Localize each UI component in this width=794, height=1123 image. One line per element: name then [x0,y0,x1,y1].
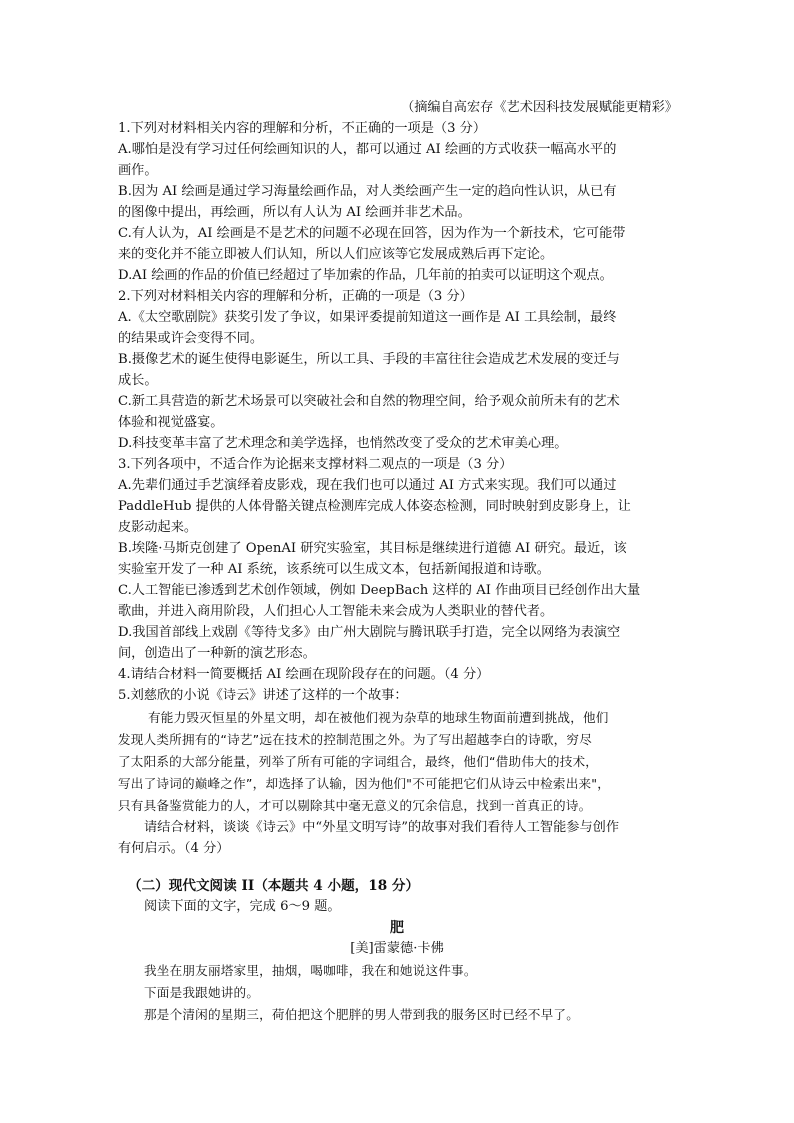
question-4-stem: 4.请结合材料一简要概括 AI 绘画在现阶段存在的问题。（4 分） [118,667,490,682]
q5-ask: 请结合材料，谈谈《诗云》中“外星文明写诗”的故事对我们看待人工智能参与创作 [144,820,620,835]
story-line-3: 了太阳系的大部分能量，列举了所有可能的字词组合，最终，他们“借助伟大的技术， [118,754,599,769]
question-2-stem: 2.下列对材料相关内容的理解和分析，正确的一项是（3 分） [118,289,473,304]
story-line-1: 有能力毁灭恒星的外星文明，却在被他们视为杂草的地球生物面前遭到挑战，他们 [148,710,609,725]
source-citation: （摘编自高宏存《艺术因科技发展赋能更精彩》 [401,100,678,115]
q1-option-c: C.有人认为，AI 绘画是不是艺术的问题不必现在回答，因为作为一个新技术，它可能带 [118,226,626,241]
story-author: [美]雷蒙德·卡佛 [350,941,444,956]
q2-option-d: D.科技变革丰富了艺术理念和美学选择，也悄然改变了受众的艺术审美心理。 [118,436,568,451]
q5-ask-cont: 有何启示。（4 分） [118,841,230,856]
question-5-stem: 5.刘慈欣的小说《诗云》讲述了这样的一个故事： [118,688,408,703]
section-intro: 阅读下面的文字，完成 6～9 题。 [144,899,341,914]
story-title: 肥 [390,920,404,936]
q2-option-c-cont: 体验和视觉盛宴。 [118,415,224,430]
q2-option-a: A.《太空歌剧院》获奖引发了争议，如果评委提前知道这一画作是 AI 工具绘制，最终 [118,310,617,325]
q3-option-c: C.人工智能已渗透到艺术创作领域，例如 DeepBach 这样的 AI 作曲项目已经创作出大量 [118,583,641,598]
q2-option-a-cont: 的结果或许会变得不同。 [118,331,264,346]
story-line-4: 写出了诗词的巅峰之作”，却选择了认输，因为他们"不可能把它们从诗云中检索出来"， [118,776,611,791]
q2-option-c: C.新工具营造的新艺术场景可以突破社会和自然的物理空间，给予观众前所未有的艺术 [118,394,620,409]
story-line-2: 发现人类所拥有的“诗艺”远在技术的控制范围之外。为了写出超越李白的诗歌，穷尽 [118,732,593,747]
story-line-5: 只有具备鉴赏能力的人，才可以剔除其中毫无意义的冗余信息，找到一首真正的诗。 [118,798,592,813]
q1-option-a: A.哪怕是没有学习过任何绘画知识的人，都可以通过 AI 绘画的方式收获一幅高水平的 [118,142,617,157]
question-3-stem: 3.下列各项中，不适合作为论据来支撑材料二观点的一项是（3 分） [118,457,513,472]
q2-option-b-cont: 成长。 [118,373,158,388]
q1-option-b: B.因为 AI 绘画是通过学习海量绘画作品，对人类绘画产生一定的趋向性认识，从已有 [118,184,617,199]
q3-option-c-cont: 歌曲，并进入商用阶段，人们担心人工智能未来会成为人类职业的替代者。 [118,604,554,619]
q3-option-a-cont: PaddleHub 提供的人体骨骼关键点检测库完成人体姿态检测，同时映射到皮影身上，让 [118,499,631,514]
q3-option-b-cont: 实验室开发了一种 AI 系统，该系统可以生成文本，包括新闻报道和诗歌。 [118,562,550,577]
q3-option-d: D.我国首部线上戏剧《等待戈多》由广州大剧院与腾讯联手打造，完全以网络为表演空 [118,625,621,640]
q1-option-d: D.AI 绘画的作品的价值已经超过了毕加索的作品，几年前的拍卖可以证明这个观点。 [118,268,613,283]
question-1-stem: 1.下列对材料相关内容的理解和分析，不正确的一项是（3 分） [118,121,487,136]
q1-option-c-cont: 来的变化并不能立即被人们认知，所以人们应该等它发展成熟后再下定论。 [118,247,554,262]
story-paragraph-2: 下面是我跟她讲的。 [144,985,260,1000]
section-heading: （二）现代文阅读 II（本题共 4 小题，18 分） [128,878,420,894]
q1-option-b-cont: 的图像中提出，再绘画，所以有人认为 AI 绘画并非艺术品。 [118,205,471,220]
story-paragraph-3: 那是个清闲的星期三，荷伯把这个肥胖的男人带到我的服务区时已经不早了。 [144,1007,579,1022]
story-paragraph-1: 我坐在朋友丽塔家里，抽烟，喝咖啡，我在和她说这件事。 [144,963,477,978]
q3-option-a: A.先辈们通过手艺演绎着皮影戏，现在我们也可以通过 AI 方式来实现。我们可以通过 [118,478,617,493]
q2-option-b: B.摄像艺术的诞生使得电影诞生，所以工具、手段的丰富往往会造成艺术发展的变迁与 [118,352,620,367]
q3-option-b: B.埃隆·马斯克创建了 OpenAI 研究实验室，其目标是继续进行道德 AI 研究。最近，该 [118,541,627,556]
q1-option-a-cont: 画作。 [118,163,158,178]
q3-option-a-cont-2: 皮影动起来。 [118,520,198,535]
q3-option-d-cont: 间，创造出了一种新的演艺形态。 [118,646,316,661]
